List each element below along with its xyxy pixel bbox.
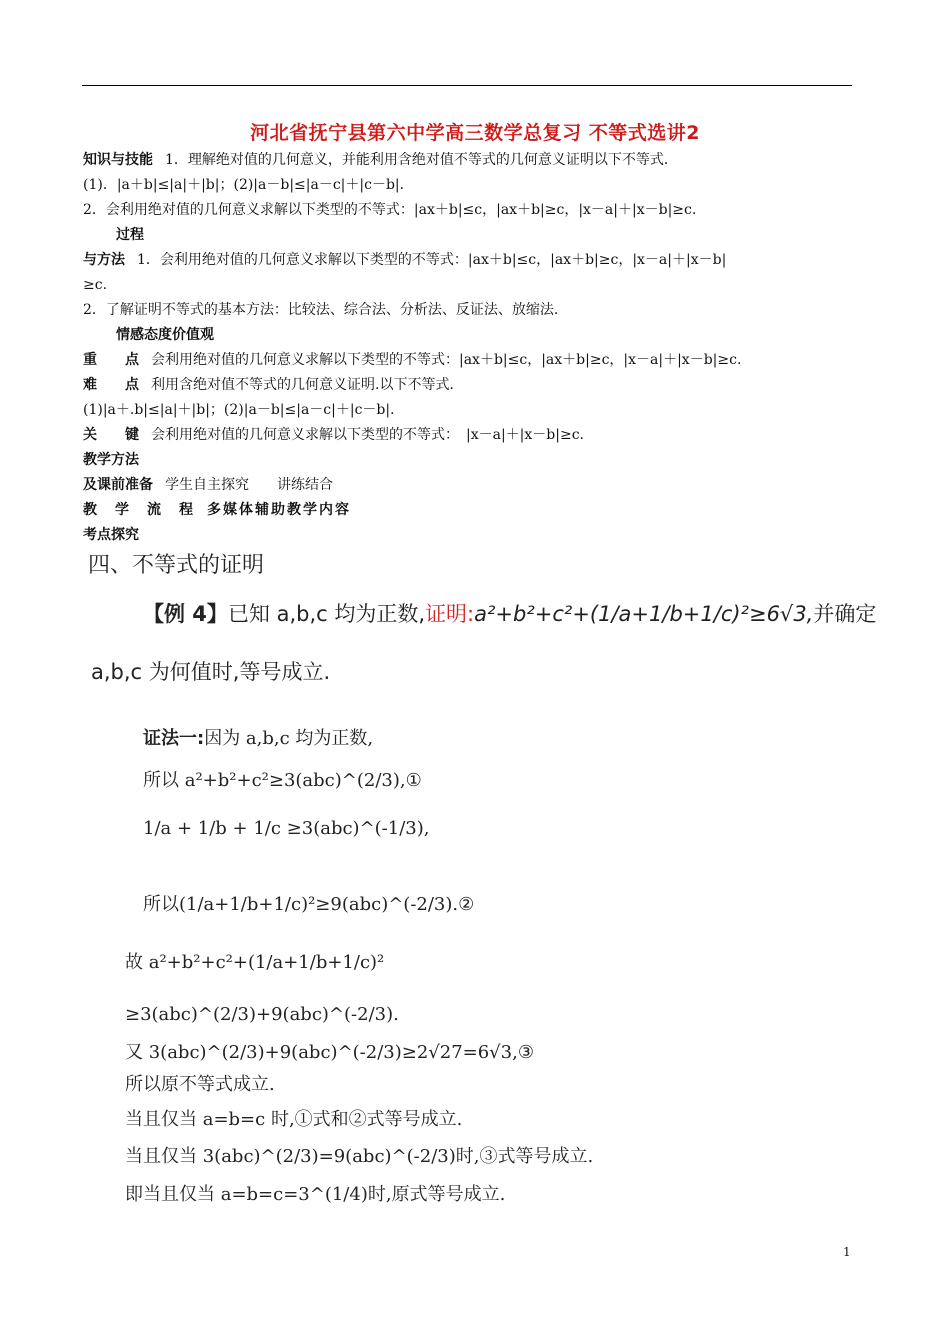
line-key: 关 键 会利用绝对值的几何意义求解以下类型的不等式： |x－a|＋|x－b|≥c. bbox=[83, 427, 584, 443]
section-heading: 四、不等式的证明 bbox=[88, 553, 265, 578]
example-4-line2: a,b,c 为何值时,等号成立. bbox=[91, 660, 331, 684]
example-4 bbox=[143, 598, 876, 628]
line-inequalities-1: (1)．|a＋b|≤|a|＋|b|；(2)|a－b|≤|a－c|＋|c－b|． bbox=[83, 177, 414, 193]
line-process: 过程 bbox=[116, 227, 144, 243]
proof-line-1: 证法一:因为 a,b,c 均为正数, bbox=[143, 728, 374, 749]
line-exam-points: 考点探究 bbox=[83, 527, 139, 543]
example-pre: 已知 a,b,c 均为正数, bbox=[227, 602, 426, 626]
proof-line-8: 所以原不等式成立. bbox=[125, 1074, 275, 1095]
line-method: 与方法 1．会利用绝对值的几何意义求解以下类型的不等式：|ax＋b|≤c，|ax＋b|≥c，|x－a|＋|x－b| bbox=[83, 252, 727, 268]
line-inequalities-2: (1)|a＋.b|≤|a|＋|b|；(2)|a－b|≤|a－c|＋|c－b|． bbox=[83, 402, 405, 418]
line-preparation: 及课前准备 学生自主探究 讲练结合 bbox=[83, 477, 333, 493]
example-post: 并确定 bbox=[813, 602, 877, 626]
proof-line-10: 当且仅当 3(abc)^(2/3)=9(abc)^(-2/3)时,③式等号成立. bbox=[125, 1146, 594, 1167]
header-rule bbox=[82, 85, 852, 86]
line-attitude: 情感态度价值观 bbox=[116, 327, 214, 343]
proof-line-5: 故 a²+b²+c²+(1/a+1/b+1/c)² bbox=[125, 952, 385, 973]
example-formula: a²+b²+c²+(1/a+1/b+1/c)²≥6√3, bbox=[474, 602, 814, 626]
proof-line-3: 1/a + 1/b + 1/c ≥3(abc)^(-1/3), bbox=[143, 818, 430, 839]
proof-line-2: 所以 a²+b²+c²≥3(abc)^(2/3),① bbox=[143, 770, 422, 791]
example-tag: 【例 4】 bbox=[143, 602, 228, 626]
page-number: 1 bbox=[843, 1245, 851, 1259]
line-key-point: 重 点 会利用绝对值的几何意义求解以下类型的不等式：|ax＋b|≤c，|ax＋b|≥c，|x－a|＋|x－b|≥c. bbox=[83, 352, 742, 368]
line-knowledge-2: 2．会利用绝对值的几何意义求解以下类型的不等式：|ax＋b|≤c，|ax＋b|≥c，|x－a|＋|x－b|≥c. bbox=[83, 202, 697, 218]
proof-line-6: ≥3(abc)^(2/3)+9(abc)^(-2/3). bbox=[125, 1004, 399, 1025]
line-flow: 教 学 流 程 多媒体辅助教学内容 bbox=[83, 502, 351, 518]
line-method-cont: ≥c. bbox=[83, 277, 108, 293]
line-difficulty: 难 点 利用含绝对值不等式的几何意义证明.以下不等式． bbox=[83, 377, 464, 393]
line-teaching-method: 教学方法 bbox=[83, 452, 139, 468]
proof-line-11: 即当且仅当 a=b=c=3^(1/4)时,原式等号成立. bbox=[125, 1184, 506, 1205]
page-title: 河北省抚宁县第六中学高三数学总复习 不等式选讲2 bbox=[250, 122, 700, 144]
example-proof-label: 证明: bbox=[425, 602, 475, 626]
line-method-2: 2．了解证明不等式的基本方法：比较法、综合法、分析法、反证法、放缩法． bbox=[83, 302, 568, 318]
proof-line-7: 又 3(abc)^(2/3)+9(abc)^(-2/3)≥2√27=6√3,③ bbox=[125, 1042, 534, 1063]
proof-line-9: 当且仅当 a=b=c 时,①式和②式等号成立. bbox=[125, 1109, 463, 1130]
line-knowledge: 知识与技能 1．理解绝对值的几何意义，并能利用含绝对值不等式的几何意义证明以下不等式． bbox=[83, 152, 678, 168]
proof-line-4: 所以(1/a+1/b+1/c)²≥9(abc)^(-2/3).② bbox=[143, 894, 475, 915]
